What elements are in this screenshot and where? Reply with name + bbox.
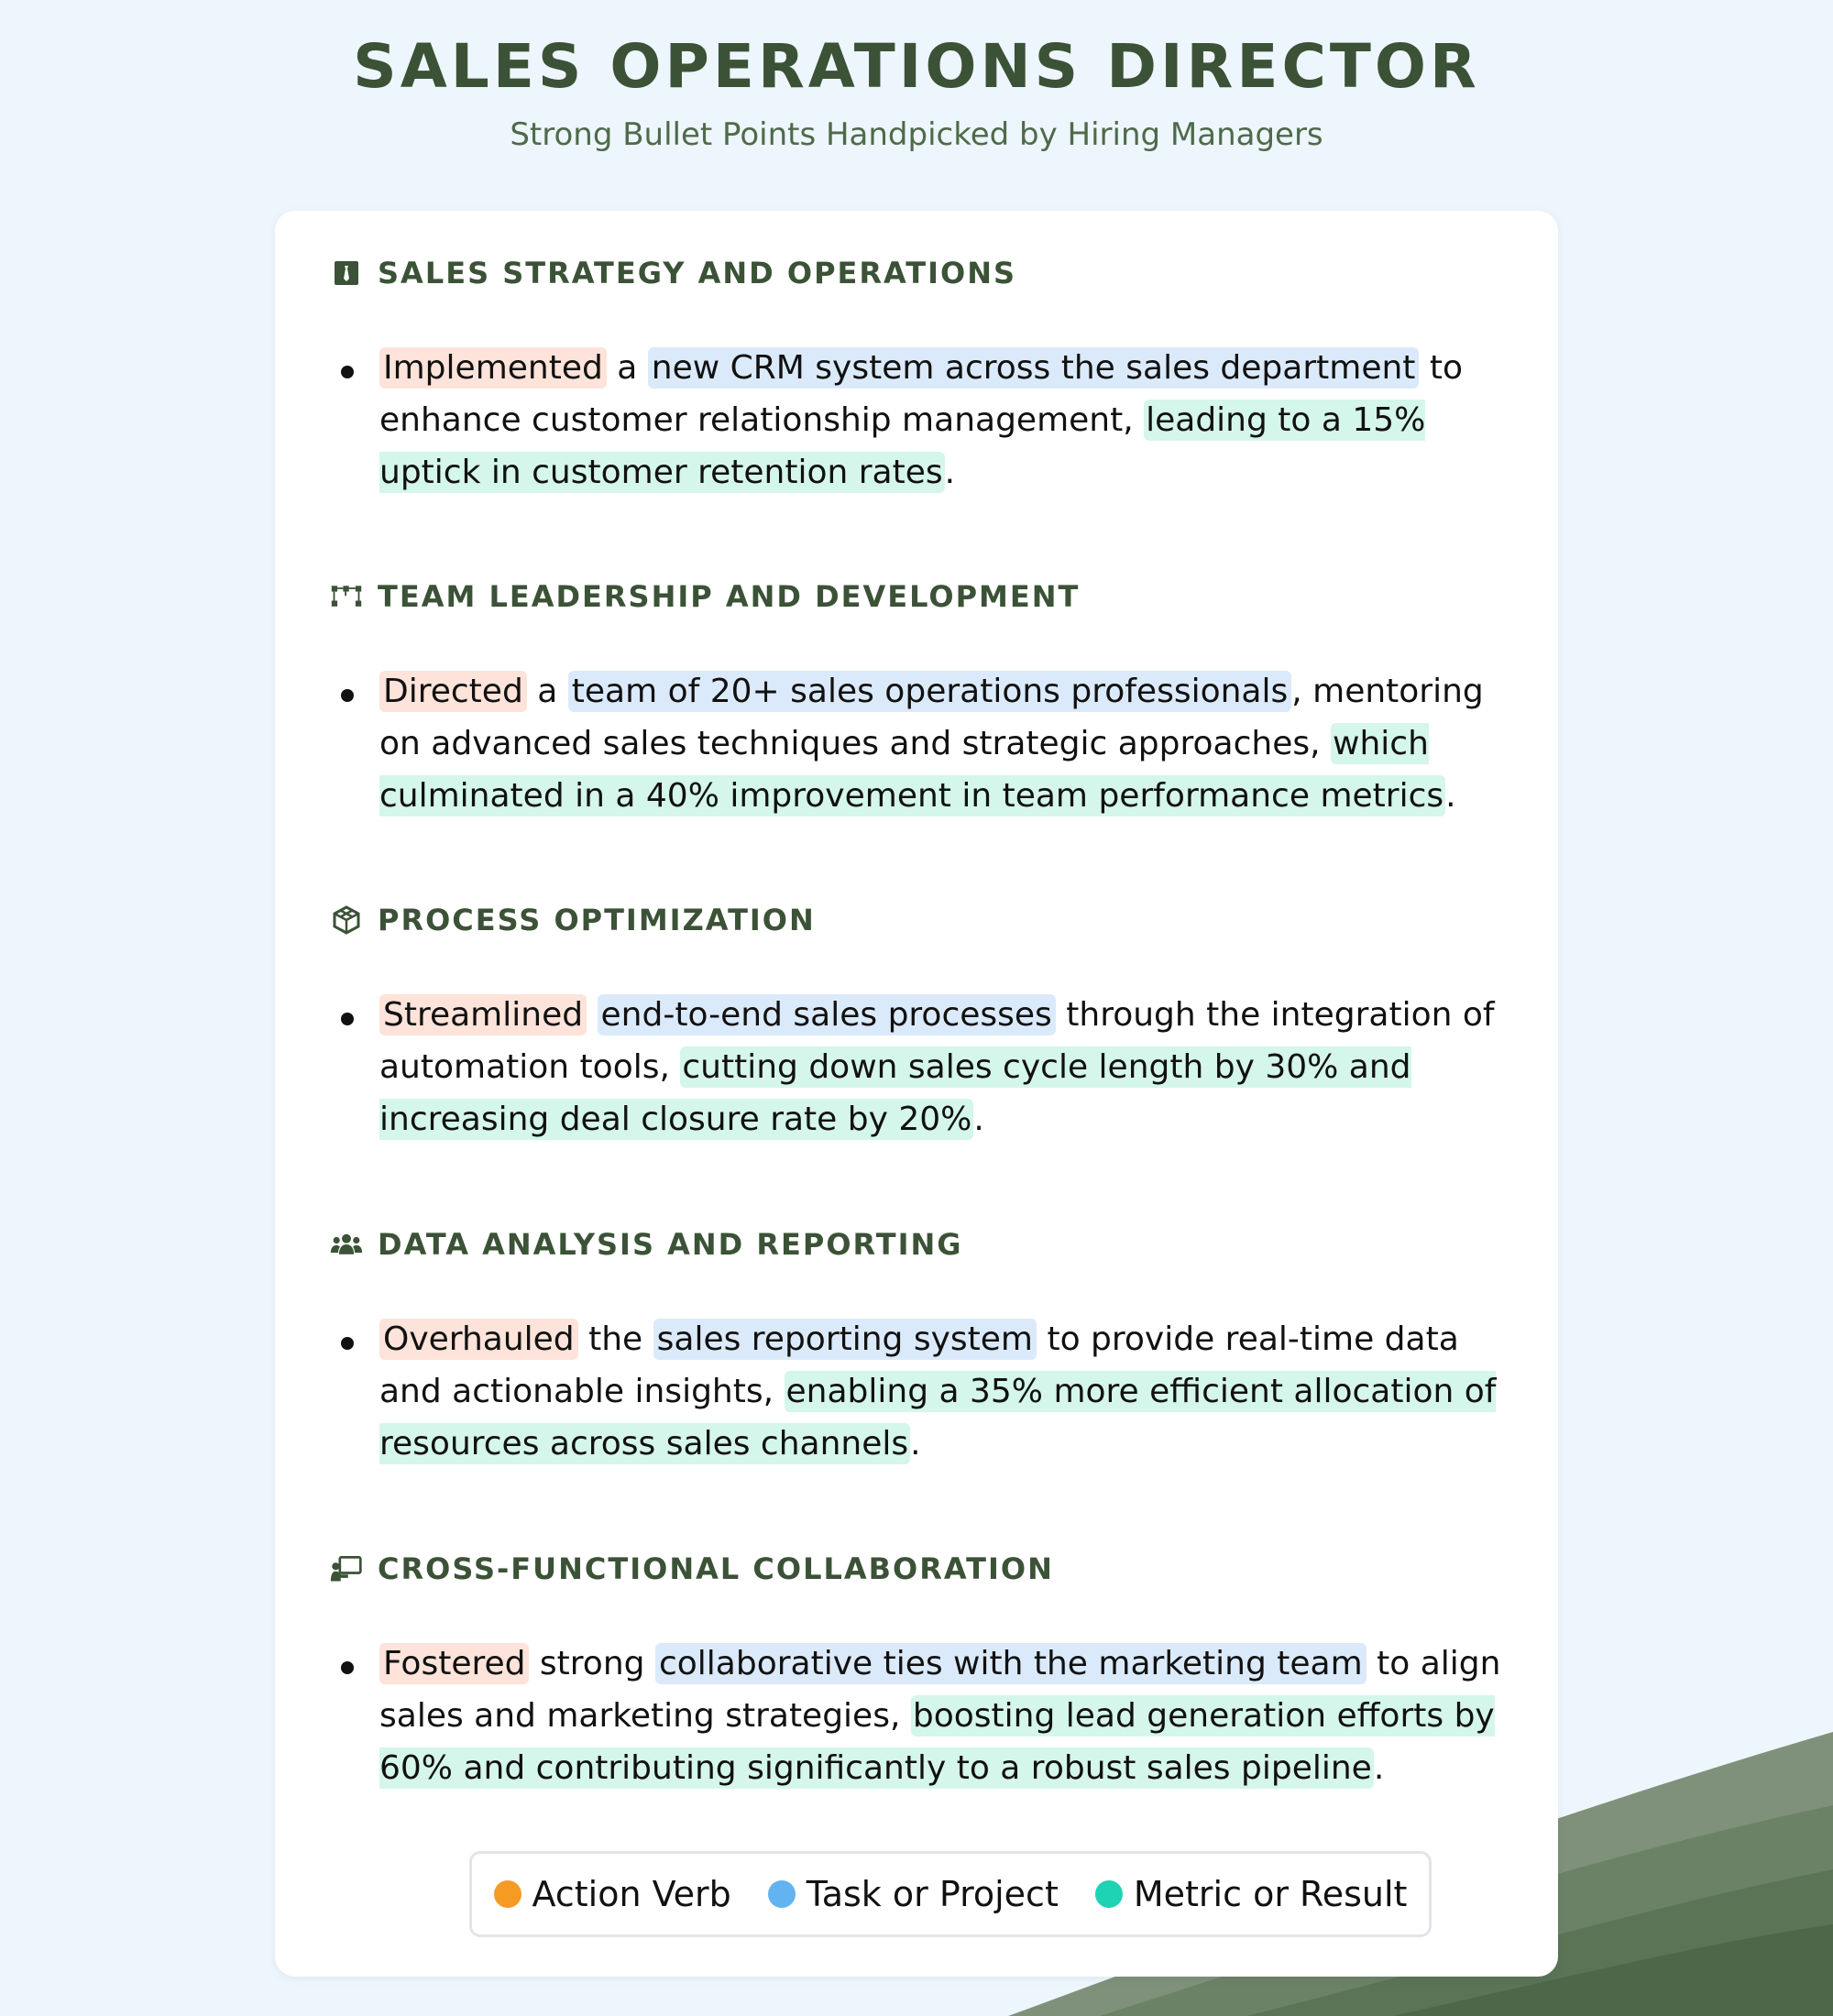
- bullet-connector: to enhance customer relationship management,: [379, 349, 1463, 439]
- metric-phrase: cutting down sales cycle length by 30% and increasing deal closure rate by 20%: [379, 1048, 1411, 1138]
- list-item: [330, 342, 1531, 499]
- bullet-dot: [341, 366, 354, 378]
- page-title: SALES OPERATIONS DIRECTOR: [353, 31, 1480, 102]
- bullet-text: [379, 989, 1516, 1145]
- task-phrase: end-to-end sales processes: [598, 994, 1056, 1035]
- legend-label: Action Verb: [532, 1874, 731, 1914]
- list-item: [330, 989, 1531, 1145]
- legend-dot: [1095, 1880, 1123, 1908]
- section-title: TEAM LEADERSHIP AND DEVELOPMENT: [378, 579, 1081, 614]
- section-title: PROCESS OPTIMIZATION: [378, 903, 816, 937]
- action-verb: Directed: [379, 671, 527, 712]
- action-verb: Overhauled: [379, 1319, 578, 1360]
- bullet-text: [379, 342, 1516, 499]
- action-verb: Streamlined: [379, 994, 587, 1035]
- task-phrase: collaborative ties with the marketing team: [655, 1643, 1367, 1684]
- bullet-connector: to provide real-time data and actionable insights,: [379, 1320, 1459, 1410]
- presentation-icon: [330, 1552, 363, 1585]
- legend-dot: [768, 1880, 796, 1908]
- bullet-connector: , mentoring on advanced sales techniques and strategic approaches,: [379, 673, 1484, 762]
- legend-label: Metric or Result: [1133, 1874, 1408, 1914]
- bullet-connector: strong: [529, 1645, 655, 1682]
- action-verb: Implemented: [379, 347, 607, 389]
- bullet-connector: to align sales and marketing strategies,: [379, 1645, 1501, 1735]
- bullet-connector: a: [526, 673, 568, 710]
- task-phrase: team of 20+ sales operations professionals: [568, 671, 1292, 712]
- section-cross-functional: [330, 1546, 1531, 1794]
- bullet-text: [379, 1638, 1516, 1794]
- section-heading: [330, 250, 1531, 296]
- legend-label: Task or Project: [806, 1874, 1059, 1914]
- section-title: SALES STRATEGY AND OPERATIONS: [378, 256, 1017, 290]
- bullet-connector: [587, 996, 597, 1034]
- section-data-analysis: [330, 1222, 1531, 1470]
- bullet-end: .: [973, 1101, 984, 1138]
- metric-phrase: leading to a 15% uptick in customer retention rates: [379, 401, 1426, 491]
- bullet-dot: [341, 1661, 354, 1674]
- legend-dot: [494, 1880, 521, 1908]
- team-structure-icon: [330, 580, 363, 613]
- page-header: [0, 26, 1833, 158]
- section-heading: [330, 897, 1531, 943]
- section-heading: [330, 574, 1531, 619]
- bullet-dot: [341, 1013, 354, 1025]
- section-title: DATA ANALYSIS AND REPORTING: [378, 1227, 963, 1262]
- metric-phrase: which culminated in a 40% improvement in team performance metrics: [379, 725, 1444, 815]
- bullet-connector: through the integration of automation tools,: [379, 996, 1495, 1086]
- bullet-connector: the: [577, 1320, 653, 1358]
- list-item: [330, 1313, 1531, 1470]
- legend-item-task: [768, 1874, 1059, 1914]
- legend-item-action-verb: [494, 1874, 731, 1914]
- section-heading: [330, 1222, 1531, 1267]
- task-phrase: new CRM system across the sales department: [648, 347, 1420, 389]
- users-icon: [330, 1228, 363, 1261]
- legend-item-metric: [1095, 1874, 1408, 1914]
- action-verb: Fostered: [379, 1643, 529, 1684]
- section-team-leadership: [330, 574, 1531, 822]
- bullet-text: [379, 665, 1516, 822]
- legend: [469, 1851, 1432, 1937]
- task-phrase: sales reporting system: [653, 1319, 1037, 1360]
- bullet-dot: [341, 689, 354, 702]
- bullet-dot: [341, 1337, 354, 1350]
- section-process-optimization: [330, 897, 1531, 1145]
- section-heading: [330, 1546, 1531, 1592]
- bullet-end: .: [944, 454, 956, 491]
- bullet-connector: a: [606, 349, 648, 387]
- cube-icon: [330, 904, 363, 937]
- bullet-text: [379, 1313, 1516, 1470]
- list-item: [330, 665, 1531, 822]
- tie-icon: [330, 257, 363, 290]
- page-subtitle: Strong Bullet Points Handpicked by Hiring Managers: [510, 116, 1323, 153]
- bullet-card: [275, 211, 1558, 1977]
- bullet-end: .: [910, 1425, 921, 1463]
- list-item: [330, 1638, 1531, 1794]
- bullet-end: .: [1445, 777, 1456, 815]
- metric-phrase: boosting lead generation efforts by 60% and contributing significantly to a robust sales pipeline: [379, 1697, 1495, 1787]
- section-sales-strategy: [330, 250, 1531, 499]
- section-title: CROSS-FUNCTIONAL COLLABORATION: [378, 1551, 1054, 1586]
- metric-phrase: enabling a 35% more efficient allocation of resources across sales channels: [379, 1373, 1497, 1463]
- bullet-end: .: [1373, 1749, 1385, 1787]
